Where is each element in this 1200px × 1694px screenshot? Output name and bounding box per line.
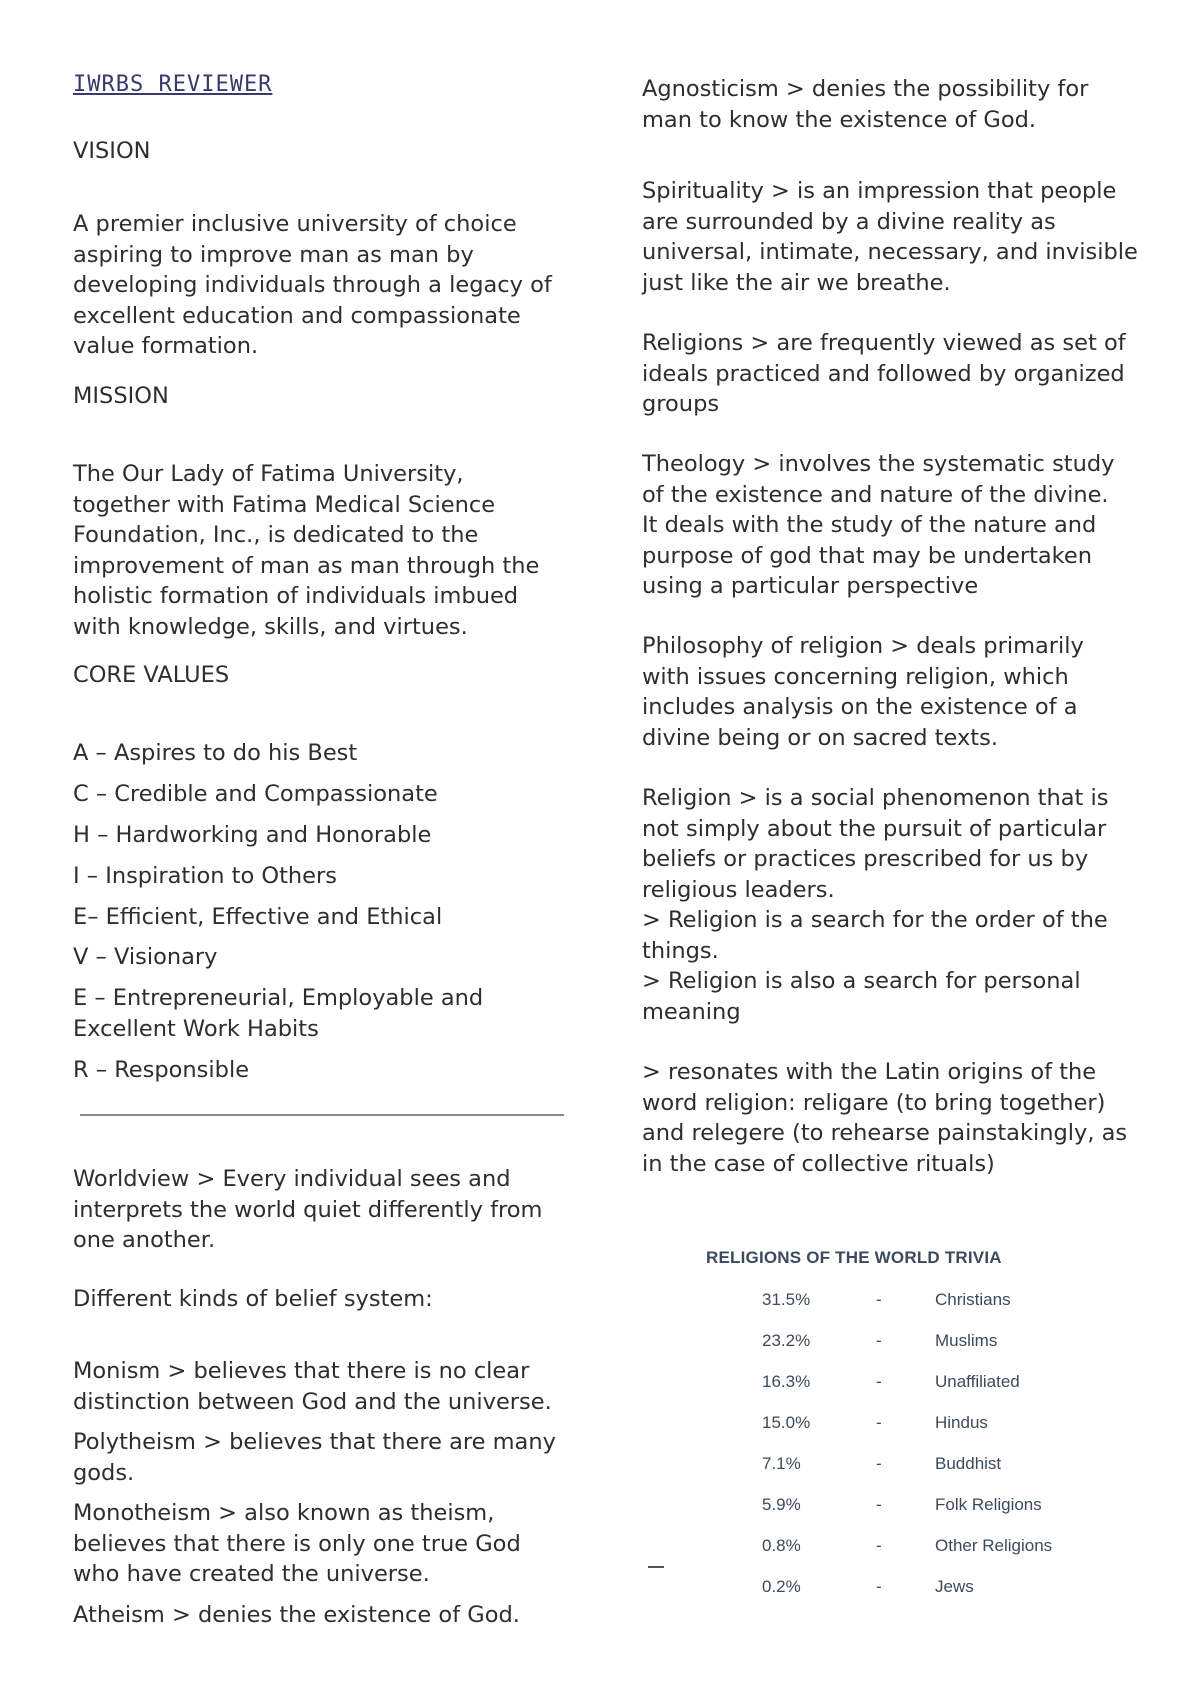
religions-line: Religions > are frequently viewed as set of bbox=[642, 330, 1126, 356]
trivia-religion: Unaffiliated bbox=[935, 1372, 1020, 1391]
trivia-separator: - bbox=[876, 1454, 882, 1473]
agnosticism-line: Agnosticism > denies the possibility for bbox=[642, 76, 1089, 102]
trivia-separator: - bbox=[876, 1290, 882, 1309]
worldview-line: Worldview > Every individual sees and bbox=[73, 1166, 511, 1192]
latin-line: > resonates with the Latin origins of the bbox=[642, 1059, 1097, 1085]
core-values-heading: CORE VALUES bbox=[73, 662, 230, 688]
mission-line: Foundation, Inc., is dedicated to the bbox=[73, 522, 479, 548]
mission-line: improvement of man as man through the bbox=[73, 552, 540, 579]
philosophy-line: with issues concerning religion, which bbox=[642, 663, 1069, 690]
religions-line: groups bbox=[642, 391, 720, 417]
trivia-title: RELIGIONS OF THE WORLD TRIVIA bbox=[706, 1248, 1002, 1267]
document-title: IWRBS REVIEWER bbox=[73, 72, 273, 97]
monism-line: distinction between God and the universe. bbox=[73, 1388, 552, 1415]
core-value-item: E– Efficient, Effective and Ethical bbox=[73, 904, 443, 930]
philosophy-line: includes analysis on the existence of a bbox=[642, 694, 1078, 720]
theology-line: It deals with the study of the nature and bbox=[642, 512, 1097, 538]
theology-line: purpose of god that may be undertaken bbox=[642, 542, 1093, 569]
theology-line: of the existence and nature of the divine. bbox=[642, 481, 1109, 508]
core-value-item: H – Hardworking and Honorable bbox=[73, 822, 432, 848]
core-value-item: A – Aspires to do his Best bbox=[73, 740, 358, 766]
religion-line: religious leaders. bbox=[642, 876, 835, 903]
worldview-line: interprets the world quiet differently from bbox=[73, 1196, 543, 1223]
trivia-separator: - bbox=[876, 1577, 882, 1596]
religion-line: not simply about the pursuit of particular bbox=[642, 815, 1107, 842]
atheism-line: Atheism > denies the existence of God. bbox=[73, 1602, 520, 1628]
vision-line: developing individuals through a legacy of bbox=[73, 272, 552, 298]
polytheism-line: gods. bbox=[73, 1459, 135, 1486]
core-value-item: E – Entrepreneurial, Employable and bbox=[73, 985, 484, 1011]
core-value-item: V – Visionary bbox=[73, 944, 218, 970]
trivia-separator: - bbox=[876, 1413, 882, 1432]
trivia-percent: 15.0% bbox=[762, 1413, 811, 1432]
trivia-percent: 0.2% bbox=[762, 1577, 801, 1596]
spirituality-line: universal, intimate, necessary, and invisible bbox=[642, 239, 1138, 265]
core-value-item: Excellent Work Habits bbox=[73, 1015, 319, 1042]
polytheism-line: Polytheism > believes that there are many bbox=[73, 1429, 556, 1455]
trivia-religion: Jews bbox=[935, 1577, 974, 1596]
core-value-item: C – Credible and Compassionate bbox=[73, 781, 438, 807]
agnosticism-line: man to know the existence of God. bbox=[642, 106, 1037, 133]
monotheism-line: who have created the universe. bbox=[73, 1561, 430, 1587]
trivia-religion: Buddhist bbox=[935, 1454, 1002, 1473]
vision-line: excellent education and compassionate bbox=[73, 302, 521, 329]
monotheism-line: Monotheism > also known as theism, bbox=[73, 1500, 495, 1526]
mission-line: The Our Lady of Fatima University, bbox=[73, 461, 464, 487]
philosophy-line: divine being or on sacred texts. bbox=[642, 724, 998, 751]
trivia-religion: Muslims bbox=[935, 1331, 998, 1350]
trivia-separator: - bbox=[876, 1331, 882, 1350]
core-value-item: R – Responsible bbox=[73, 1057, 250, 1083]
theology-line: using a particular perspective bbox=[642, 573, 979, 599]
trivia-percent: 16.3% bbox=[762, 1372, 811, 1391]
philosophy-line: Philosophy of religion > deals primarily bbox=[642, 633, 1084, 659]
trivia-percent: 0.8% bbox=[762, 1536, 801, 1555]
mission-heading: MISSION bbox=[73, 383, 169, 409]
theology-line: Theology > involves the systematic study bbox=[642, 451, 1115, 477]
latin-line: in the case of collective rituals) bbox=[642, 1150, 995, 1177]
mission-line: holistic formation of individuals imbued bbox=[73, 583, 519, 609]
religion-line: things. bbox=[642, 937, 719, 964]
mission-line: together with Fatima Medical Science bbox=[73, 491, 496, 518]
vision-line: A premier inclusive university of choice bbox=[73, 211, 517, 237]
religion-line: > Religion is also a search for personal bbox=[642, 968, 1081, 994]
trivia-religion: Other Religions bbox=[935, 1536, 1053, 1555]
vision-heading: VISION bbox=[73, 138, 151, 164]
core-value-item: I – Inspiration to Others bbox=[73, 863, 337, 889]
margin-dash bbox=[648, 1566, 664, 1568]
vision-line: aspiring to improve man as man by bbox=[73, 241, 474, 268]
religion-line: > Religion is a search for the order of the bbox=[642, 907, 1108, 933]
spirituality-line: Spirituality > is an impression that people bbox=[642, 178, 1117, 204]
spirituality-line: just like the air we breathe. bbox=[642, 269, 951, 296]
monism-line: Monism > believes that there is no clear bbox=[73, 1358, 530, 1384]
monotheism-line: believes that there is only one true God bbox=[73, 1530, 521, 1557]
trivia-percent: 7.1% bbox=[762, 1454, 801, 1473]
trivia-religion: Hindus bbox=[935, 1413, 988, 1432]
religion-line: meaning bbox=[642, 998, 741, 1025]
trivia-separator: - bbox=[876, 1495, 882, 1514]
religions-line: ideals practiced and followed by organized bbox=[642, 360, 1125, 387]
trivia-religion: Folk Religions bbox=[935, 1495, 1042, 1514]
latin-line: word religion: religare (to bring together) bbox=[642, 1089, 1106, 1116]
spirituality-line: are surrounded by a divine reality as bbox=[642, 208, 1056, 235]
trivia-percent: 5.9% bbox=[762, 1495, 801, 1514]
trivia-percent: 23.2% bbox=[762, 1331, 811, 1350]
religion-line: beliefs or practices prescribed for us by bbox=[642, 846, 1089, 872]
latin-line: and relegere (to rehearse painstakingly, as bbox=[642, 1120, 1128, 1146]
trivia-percent: 31.5% bbox=[762, 1290, 811, 1309]
trivia-separator: - bbox=[876, 1536, 882, 1555]
worldview-line: one another. bbox=[73, 1227, 216, 1253]
trivia-separator: - bbox=[876, 1372, 882, 1391]
religion-line: Religion > is a social phenomenon that is bbox=[642, 785, 1109, 811]
trivia-religion: Christians bbox=[935, 1290, 1011, 1309]
belief-systems-heading: Different kinds of belief system: bbox=[73, 1286, 433, 1312]
vision-line: value formation. bbox=[73, 333, 259, 359]
mission-line: with knowledge, skills, and virtues. bbox=[73, 613, 468, 640]
section-divider bbox=[80, 1114, 564, 1116]
